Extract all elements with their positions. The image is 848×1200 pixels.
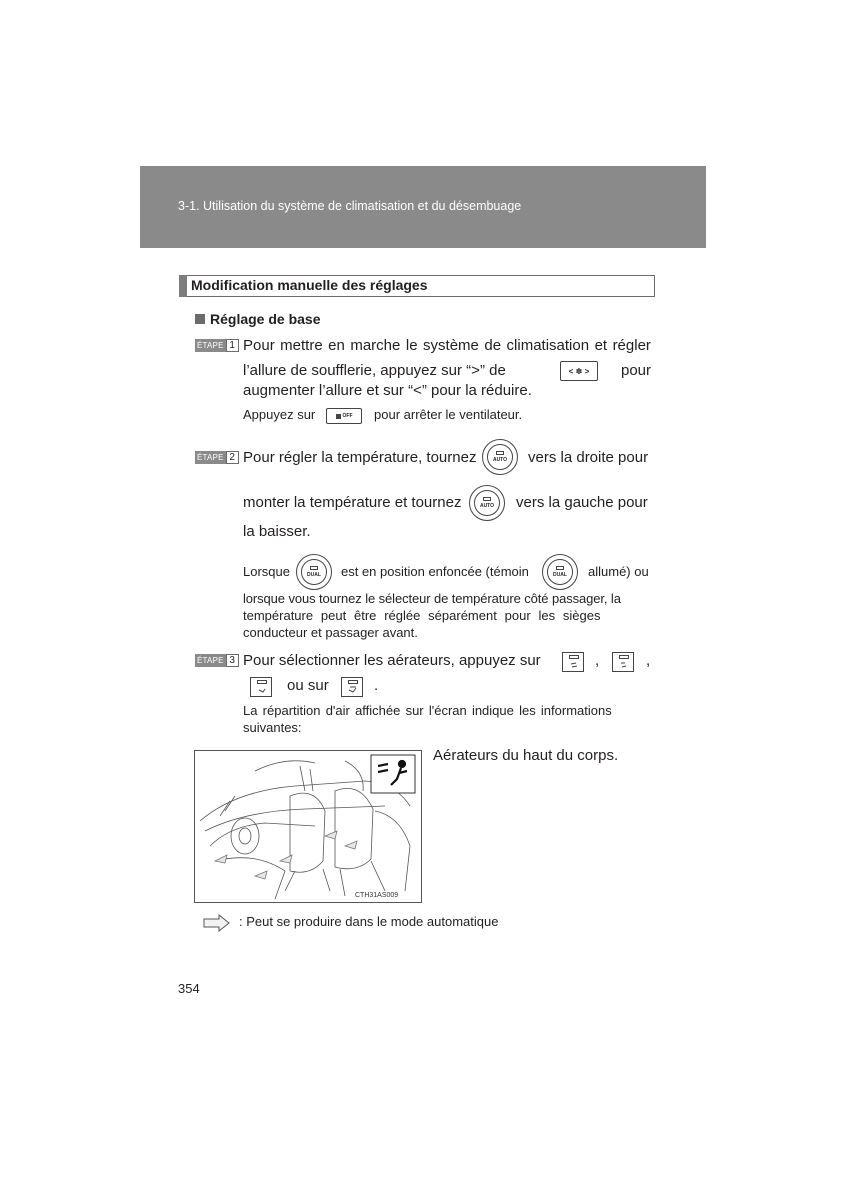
figure-caption: Aérateurs du haut du corps. bbox=[433, 747, 619, 764]
step-3-separator: , bbox=[595, 652, 600, 669]
step-2-note-4: conducteur et passager avant. bbox=[243, 625, 418, 640]
fan-speed-button bbox=[560, 361, 598, 381]
word: et bbox=[594, 337, 608, 354]
subsection-title: Réglage de base bbox=[210, 311, 321, 327]
knob-label: AUTO bbox=[479, 502, 495, 509]
step-2-note-3: température peut être réglée séparément pour les sièges bbox=[243, 608, 601, 623]
fan-speed-button-label: < ✽ > bbox=[568, 366, 590, 376]
word: Pour bbox=[243, 337, 275, 354]
temperature-knob-icon bbox=[469, 485, 505, 521]
temperature-knob-icon bbox=[482, 439, 518, 475]
vent-bilevel-button-icon bbox=[612, 652, 634, 672]
fan-off-button-label: OFF bbox=[342, 413, 353, 419]
dual-button-icon bbox=[296, 554, 332, 590]
step-2-note-1b: est en position enfoncée (témoin bbox=[341, 564, 529, 579]
section-title-marker bbox=[179, 275, 187, 297]
step-3-note-1: La répartition d'air affichée sur l'écran indique les informations bbox=[243, 703, 612, 718]
step-1-note-a: Appuyez sur bbox=[243, 407, 316, 422]
step-2-line-2b: vers la gauche pour bbox=[516, 494, 648, 511]
step-badge-label: ÉTAPE bbox=[197, 656, 224, 665]
step-3-separator: , bbox=[646, 652, 651, 669]
step-2-note-1a: Lorsque bbox=[243, 564, 290, 579]
word: le bbox=[405, 337, 418, 354]
step-2-line-1b: vers la droite pour bbox=[528, 449, 649, 466]
word: climatisation bbox=[506, 337, 590, 354]
step-3-line-1: Pour sélectionner les aérateurs, appuyez sur bbox=[243, 652, 541, 669]
cabin-airflow-illustration bbox=[194, 750, 422, 903]
vent-face-mode-icon bbox=[371, 755, 415, 793]
chapter-breadcrumb: 3-1. Utilisation du système de climatisation et du désembuage bbox=[178, 199, 522, 213]
step-number: 3 bbox=[226, 654, 239, 667]
auto-mode-arrow-icon bbox=[203, 914, 231, 937]
step-2-note-2: lorsque vous tournez le sélecteur de température côté passager, la bbox=[243, 591, 621, 606]
step-badge-1 bbox=[195, 339, 239, 352]
step-2-line-3: la baisser. bbox=[243, 523, 311, 540]
step-number: 2 bbox=[226, 451, 239, 464]
step-3-note-2: suivantes: bbox=[243, 720, 302, 735]
section-title: Modification manuelle des réglages bbox=[191, 277, 428, 293]
vent-face-button-icon bbox=[562, 652, 584, 672]
square-bullet-icon bbox=[195, 314, 205, 324]
dual-label: DUAL bbox=[553, 571, 567, 578]
word: de bbox=[484, 337, 502, 354]
word: régler bbox=[612, 337, 651, 354]
vent-feet-button-icon bbox=[250, 677, 272, 697]
vent-feet-defrost-button-icon bbox=[341, 677, 363, 697]
step-badge-3 bbox=[195, 654, 239, 667]
step-3-line-2-end: . bbox=[374, 677, 379, 694]
page-number: 354 bbox=[178, 981, 200, 996]
word: marche bbox=[350, 337, 401, 354]
fan-off-button bbox=[326, 408, 362, 424]
figure-code: CTH31AS009 bbox=[355, 892, 399, 899]
step-1-line-2b: pour bbox=[621, 362, 652, 379]
step-badge-2 bbox=[195, 451, 239, 464]
step-badge-label: ÉTAPE bbox=[197, 341, 224, 350]
fan-icon bbox=[336, 414, 341, 419]
dual-indicator-icon bbox=[542, 554, 578, 590]
step-1-note-b: pour arrêter le ventilateur. bbox=[374, 407, 523, 422]
step-badge-label: ÉTAPE bbox=[197, 453, 224, 462]
step-1-line-1 bbox=[243, 337, 651, 354]
step-2-note-1c: allumé) ou bbox=[588, 564, 649, 579]
step-1-line-2a: l’allure de soufflerie, appuyez sur “>” de bbox=[243, 362, 506, 379]
car-interior-drawing bbox=[195, 751, 421, 902]
step-2-line-2a: monter la température et tournez bbox=[243, 494, 462, 511]
legend-text: : Peut se produire dans le mode automatique bbox=[239, 914, 499, 929]
word: en bbox=[328, 337, 345, 354]
step-3-line-2-or: ou sur bbox=[287, 677, 329, 694]
word: système bbox=[423, 337, 479, 354]
dual-label: DUAL bbox=[307, 571, 321, 578]
step-2-line-1a: Pour régler la température, tournez bbox=[243, 449, 477, 466]
step-1-line-3: augmenter l’allure et sur “<” pour la réduire. bbox=[243, 382, 532, 399]
step-number: 1 bbox=[226, 339, 239, 352]
word: mettre bbox=[280, 337, 323, 354]
knob-label: AUTO bbox=[492, 456, 508, 463]
